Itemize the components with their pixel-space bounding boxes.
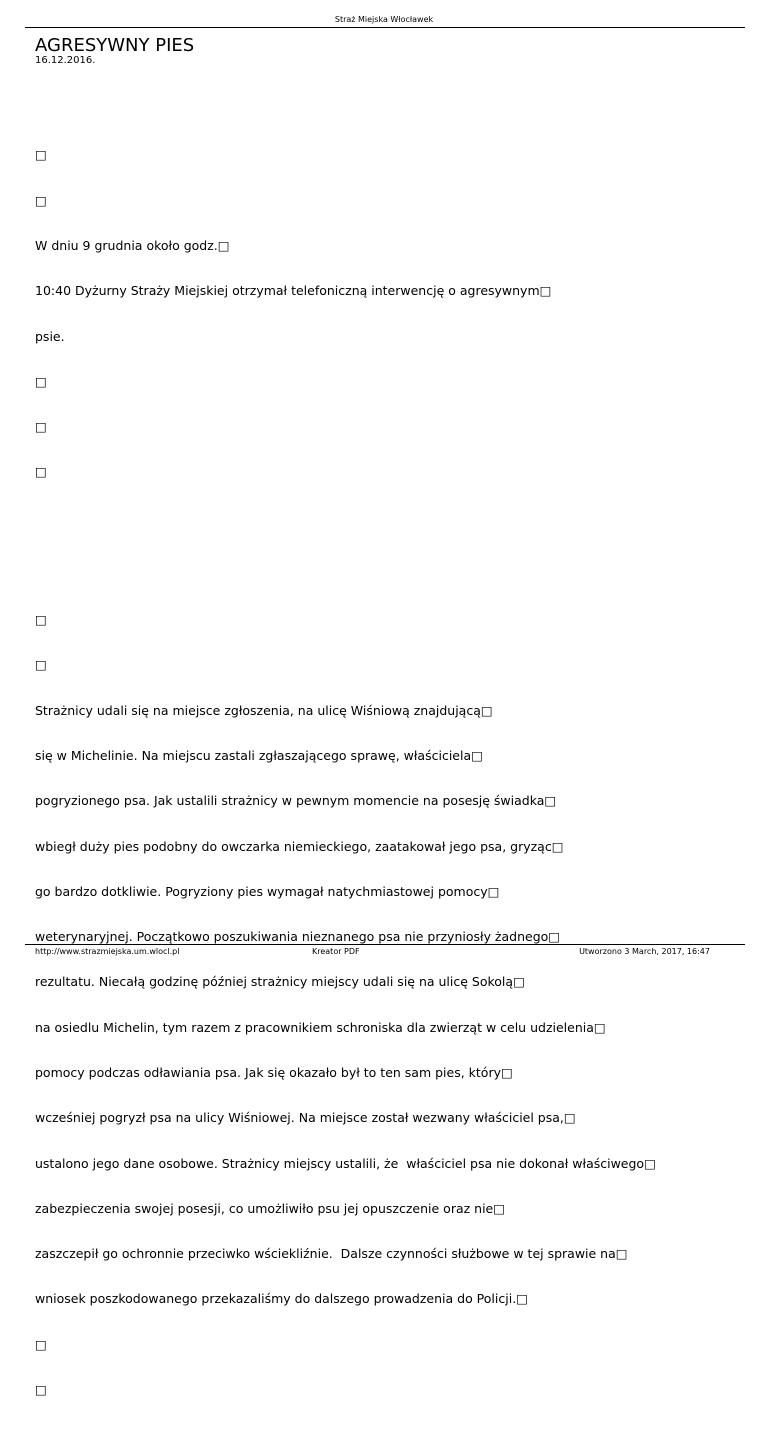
article-body xyxy=(35,87,735,1442)
body-line: pomocy podczas odławiania psa. Jak się okazało był to ten sam pies, który□ xyxy=(35,1065,513,1080)
page-header xyxy=(0,15,768,25)
body-line: wbiegł duży pies podobny do owczarka niemieckiego, zaatakował jego psa, gryząc□ xyxy=(35,838,564,854)
footer-divider xyxy=(25,944,745,945)
footer-creator: Kreator PDF xyxy=(312,947,360,956)
article-date: 16.12.2016. xyxy=(35,55,96,66)
body-line: 10:40 Dyżurny Straży Miejskiej otrzymał telefoniczną interwencję o agresywnym□ xyxy=(35,283,552,299)
body-line: zaszczepił go ochronnie przeciwko wściekliźnie. Dalsze czynności służbowe w tej sprawie na□ xyxy=(35,1246,628,1262)
body-line: W dniu 9 grudnia około godz.□ xyxy=(35,237,230,253)
body-line: □ xyxy=(35,419,47,435)
body-line: pogryzionego psa. Jak ustalili strażnicy w pewnym momencie na posesję świadka□ xyxy=(35,793,557,809)
site-name: Straż Miejska Włocławek xyxy=(334,15,434,24)
body-line: zabezpieczenia swojej posesji, co umożliwiło psu jej opuszczenie oraz nie□ xyxy=(35,1200,506,1216)
body-line: □ xyxy=(35,373,47,389)
body-line: rezultatu. Niecałą godzinę później strażnicy miejscy udali się na ulicę Sokolą□ xyxy=(35,974,525,990)
body-line: □ xyxy=(35,464,47,480)
body-line: go bardzo dotkliwie. Pogryziony pies wymagał natychmiastowej pomocy□ xyxy=(35,883,500,899)
body-line: □ xyxy=(35,1336,47,1352)
body-line: się w Michelinie. Na miejscu zastali zgłaszającego sprawę, właściciela□ xyxy=(35,748,483,764)
paragraph-gap xyxy=(35,540,735,552)
body-line: na osiedlu Michelin, tym razem z pracownikiem schroniska dla zwierząt w celu udzielenia□ xyxy=(35,1019,606,1035)
body-line: psie. xyxy=(35,328,65,344)
body-line: □ xyxy=(35,1381,47,1397)
footer-url: http://www.strazmiejska.um.wlocl.pl xyxy=(35,947,180,956)
body-line: wcześniej pogryzł psa na ulicy Wiśniowej. Na miejsce został wezwany właściciel psa,□ xyxy=(35,1110,576,1126)
body-line: □ xyxy=(35,147,47,163)
paragraph-1 xyxy=(35,117,735,509)
body-line: □ xyxy=(35,612,47,628)
header-divider xyxy=(25,27,745,28)
footer-created-timestamp: Utworzono 3 March, 2017, 16:47 xyxy=(579,947,710,956)
body-line: Strażnicy udali się na miejsce zgłoszenia, na ulicę Wiśniową znajdującą□ xyxy=(35,702,493,718)
body-line: □ xyxy=(35,657,47,673)
body-line: ustalono jego dane osobowe. Strażnicy miejscy ustalili, że właściciel psa nie dokonał właściwego□ xyxy=(35,1155,656,1171)
body-line: weterynaryjnej. Początkowo poszukiwania nieznanego psa nie przyniosły żadnego□ xyxy=(35,929,561,945)
article-title: AGRESYWNY PIES xyxy=(35,35,195,56)
paragraph-2 xyxy=(35,582,735,1427)
body-line: □ xyxy=(35,192,47,208)
body-line: wniosek poszkodowanego przekazaliśmy do dalszego prowadzenia do Policji.□ xyxy=(35,1291,528,1307)
